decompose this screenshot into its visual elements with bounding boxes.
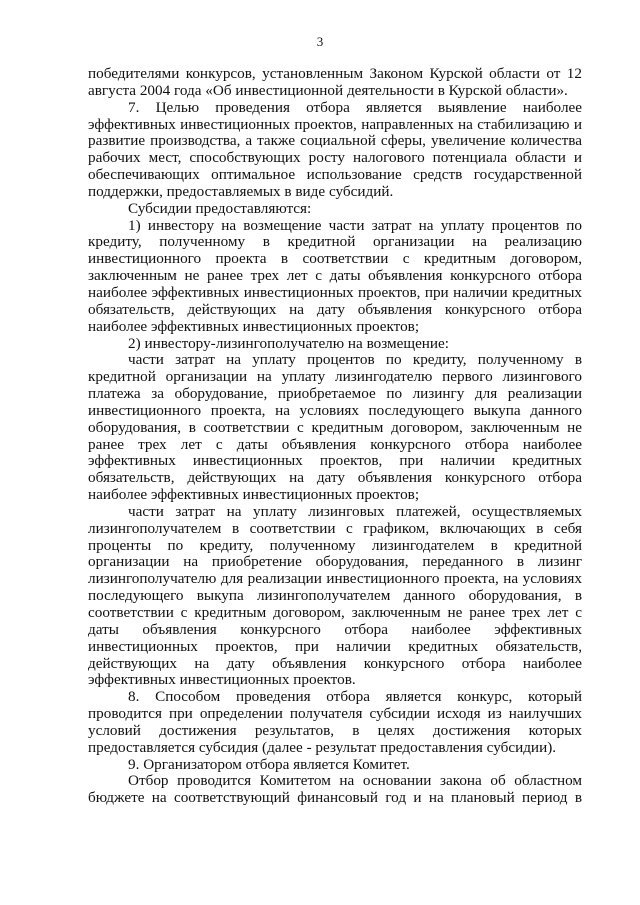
text-line: части затрат на уплату процентов по кредиту, полученному в <box>128 351 582 369</box>
text-line: части затрат на уплату лизинговых платежей, осуществляемых <box>128 502 582 520</box>
text-line: 8. Способом проведения отбора является конкурс, который <box>128 688 582 706</box>
text-line: лизингополучателем в соответствии с графиком, включающих в себя <box>88 519 582 537</box>
text-line: развитие производства, а также социальной сферы, увеличение количества <box>88 132 582 150</box>
text-line: наиболее эффективных инвестиционных проектов; <box>88 317 420 335</box>
text-line: эффективных инвестиционных проектов, при наличии кредитных <box>88 452 582 470</box>
text-line: предоставляется субсидия (далее - результат предоставления субсидии). <box>88 738 557 756</box>
text-line: проценты по кредиту, полученному лизингодателем в кредитной <box>88 536 582 554</box>
text-line: поддержки, предоставляемых в виде субсидий. <box>88 182 394 200</box>
text-line: инвестиционного проекта в соответствии с кредитным договором, <box>88 250 582 268</box>
text-line: платежа за оборудование, приобретаемое по лизингу для реализации <box>88 385 582 403</box>
text-line: 2) инвестору-лизингополучателю на возмещение: <box>128 334 450 352</box>
text-line: организации на приобретение оборудования, переданного в лизинг <box>88 553 582 571</box>
text-line: проводится при определении получателя субсидии исходя из наилучших <box>88 705 582 723</box>
text-line: августа 2004 года «Об инвестиционной деятельности в Курской области». <box>88 81 568 99</box>
text-line: 7. Целью проведения отбора является выявление наиболее <box>128 98 582 116</box>
text-line: эффективных инвестиционных проектов. <box>88 671 356 689</box>
page-number: 3 <box>316 34 324 49</box>
text-line: Отбор проводится Комитетом на основании закона об областном <box>128 772 582 790</box>
text-line: действующих на дату объявления конкурсного отбора наиболее <box>88 654 582 672</box>
text-line: лизингополучателю для реализации инвестиционного проекта, на условиях <box>88 570 582 588</box>
text-line: 9. Организатором отбора является Комитет. <box>128 755 410 773</box>
text-line: обеспечивающих оптимальное использование средств государственной <box>88 166 582 184</box>
text-line: условий достижения результатов, в целях достижения которых <box>88 721 582 739</box>
text-line: даты объявления конкурсного отбора наиболее эффективных <box>88 620 582 638</box>
text-line: рабочих мест, способствующих росту налогового потенциала области и <box>88 149 582 167</box>
text-line: последующего выкупа лизингополучателем данного оборудования, в <box>88 587 582 605</box>
text-line: заключенным не ранее трех лет с даты объявления конкурсного отбора <box>88 267 582 285</box>
text-line: инвестиционных проектов, при наличии кредитных обязательств, <box>88 637 582 655</box>
text-line: наиболее эффективных инвестиционных проектов, при наличии кредитных <box>88 283 582 301</box>
text-line: кредитной организации на уплату лизингодателю первого лизингового <box>88 368 582 386</box>
text-line: кредиту, полученному в кредитной организации на реализацию <box>88 233 582 251</box>
text-line: Субсидии предоставляются: <box>128 199 312 217</box>
text-line: инвестиционного проекта, на условиях последующего выкупа данного <box>88 401 582 419</box>
text-line: наиболее эффективных инвестиционных проектов; <box>88 486 420 504</box>
text-line: оборудования, в соответствии с кредитным договором, заключенным не <box>88 418 582 436</box>
document-body <box>88 66 582 807</box>
text-line: ранее трех лет с даты объявления конкурсного отбора наиболее <box>88 435 582 453</box>
text-line: соответствии с кредитным договором, заключенным не ранее трех лет с <box>88 604 582 621</box>
text-line: бюджете на соответствующий финансовый год и на плановый период в <box>88 789 582 807</box>
text-line: победителями конкурсов, установленным Законом Курской области от 12 <box>88 65 582 82</box>
text-line: 1) инвестору на возмещение части затрат на уплату процентов по <box>128 216 582 234</box>
text-line: эффективных инвестиционных проектов, направленных на стабилизацию и <box>88 115 582 133</box>
text-line: обязательств, действующих на дату объявления конкурсного отбора <box>88 300 582 318</box>
text-line: обязательств, действующих на дату объявления конкурсного отбора <box>88 469 582 487</box>
